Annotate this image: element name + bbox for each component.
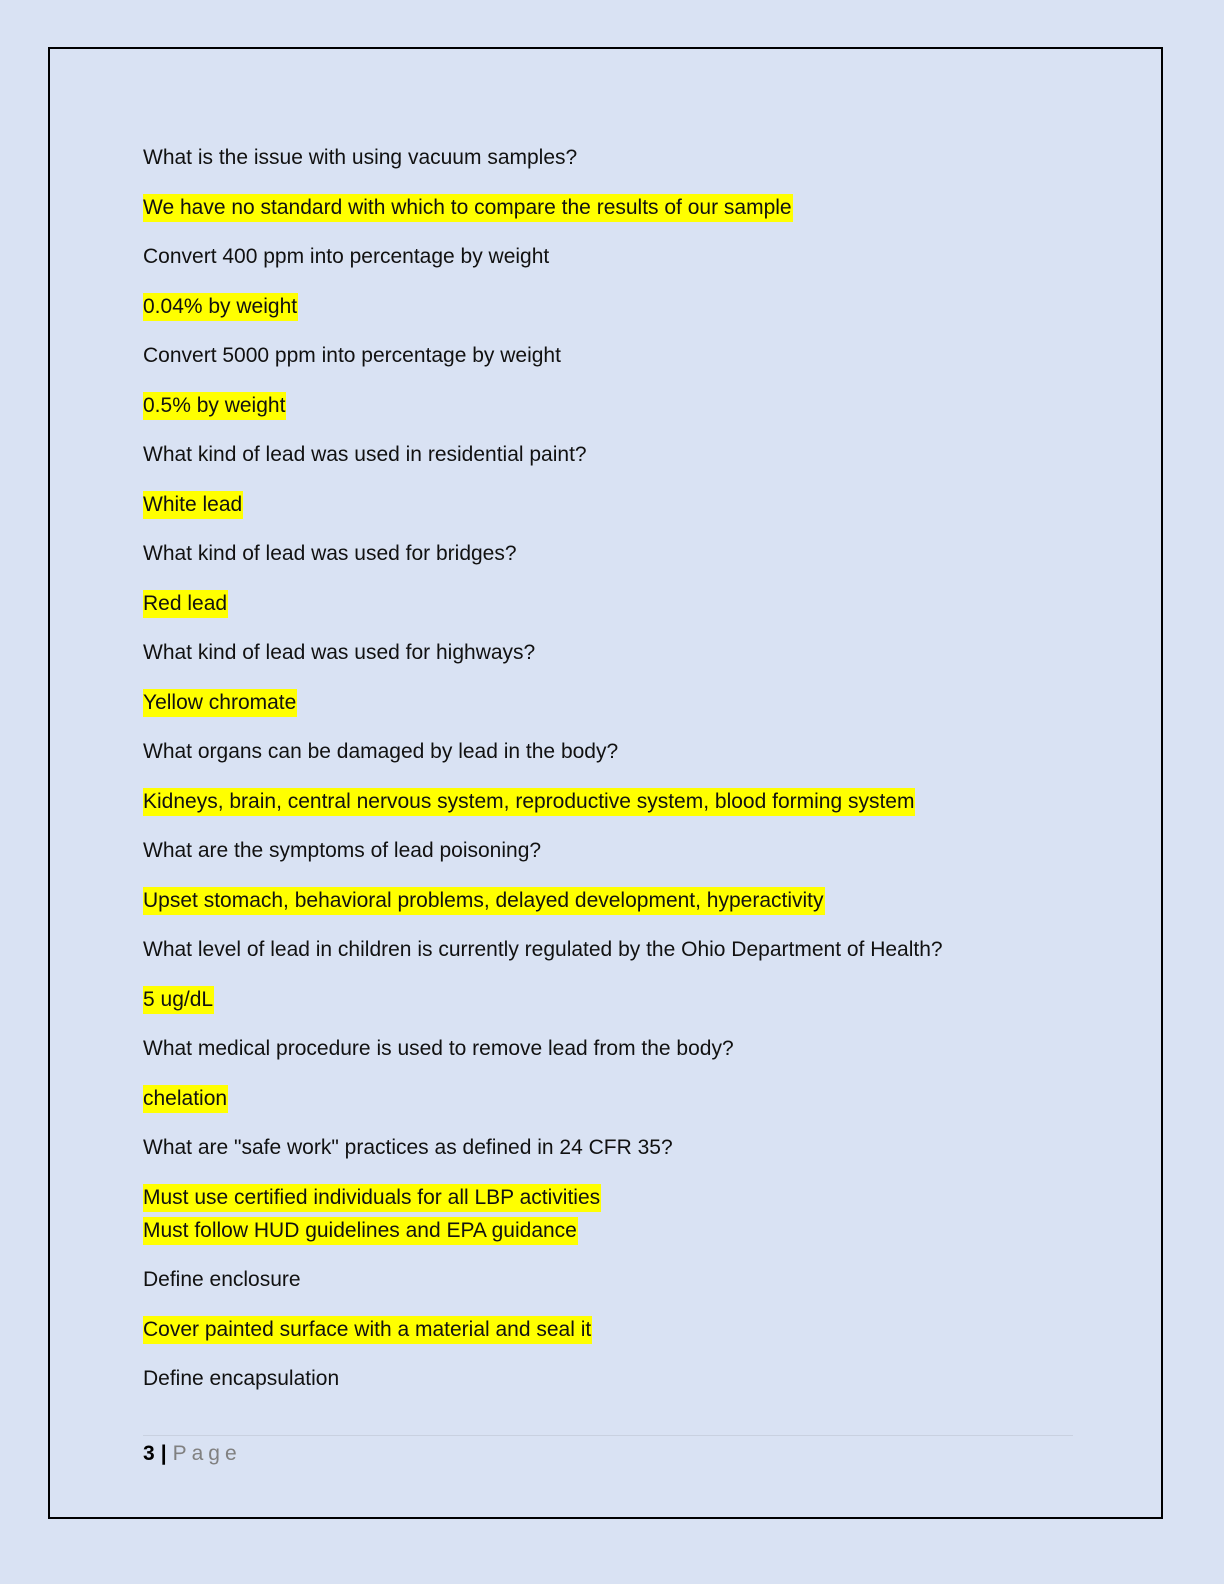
question-text: What kind of lead was used for highways?: [143, 641, 536, 664]
page-footer: [143, 1440, 242, 1468]
page-label: Page: [172, 1442, 242, 1465]
question-text: Define enclosure: [143, 1268, 301, 1291]
page-number: 3: [143, 1442, 155, 1465]
question-text: Define encapsulation: [143, 1367, 340, 1390]
document-body: [143, 141, 1083, 1412]
answer-highlight: Must follow HUD guidelines and EPA guidance: [143, 1217, 578, 1245]
question-text: What are "safe work" practices as defined in 24 CFR 35?: [143, 1136, 673, 1159]
footer-separator: |: [160, 1442, 167, 1465]
answer-highlight: chelation: [143, 1085, 228, 1113]
question-text: Convert 400 ppm into percentage by weight: [143, 245, 550, 268]
question-text: What kind of lead was used for bridges?: [143, 542, 517, 565]
question-text: What kind of lead was used in residential paint?: [143, 443, 587, 466]
answer-highlight: 0.5% by weight: [143, 392, 286, 420]
answer-highlight: White lead: [143, 491, 243, 519]
answer-highlight: Yellow chromate: [143, 689, 297, 717]
question-text: Convert 5000 ppm into percentage by weight: [143, 344, 561, 367]
answer-highlight: Red lead: [143, 590, 228, 618]
question-text: What organs can be damaged by lead in the body?: [143, 740, 619, 763]
answer-highlight: Must use certified individuals for all LBP activities: [143, 1184, 601, 1212]
question-text: What are the symptoms of lead poisoning?: [143, 839, 542, 862]
question-text: What level of lead in children is currently regulated by the Ohio Department of Health?: [143, 938, 943, 961]
answer-highlight: 5 ug/dL: [143, 986, 214, 1014]
question-text: What is the issue with using vacuum samples?: [143, 146, 578, 169]
footer-divider: [143, 1435, 1073, 1436]
answer-highlight: Kidneys, brain, central nervous system, reproductive system, blood forming system: [143, 788, 915, 816]
answer-highlight: Cover painted surface with a material and seal it: [143, 1316, 592, 1344]
answer-highlight: We have no standard with which to compare the results of our sample: [143, 194, 793, 222]
answer-highlight: 0.04% by weight: [143, 293, 298, 321]
question-text: What medical procedure is used to remove lead from the body?: [143, 1037, 734, 1060]
answer-highlight: Upset stomach, behavioral problems, delayed development, hyperactivity: [143, 887, 825, 915]
